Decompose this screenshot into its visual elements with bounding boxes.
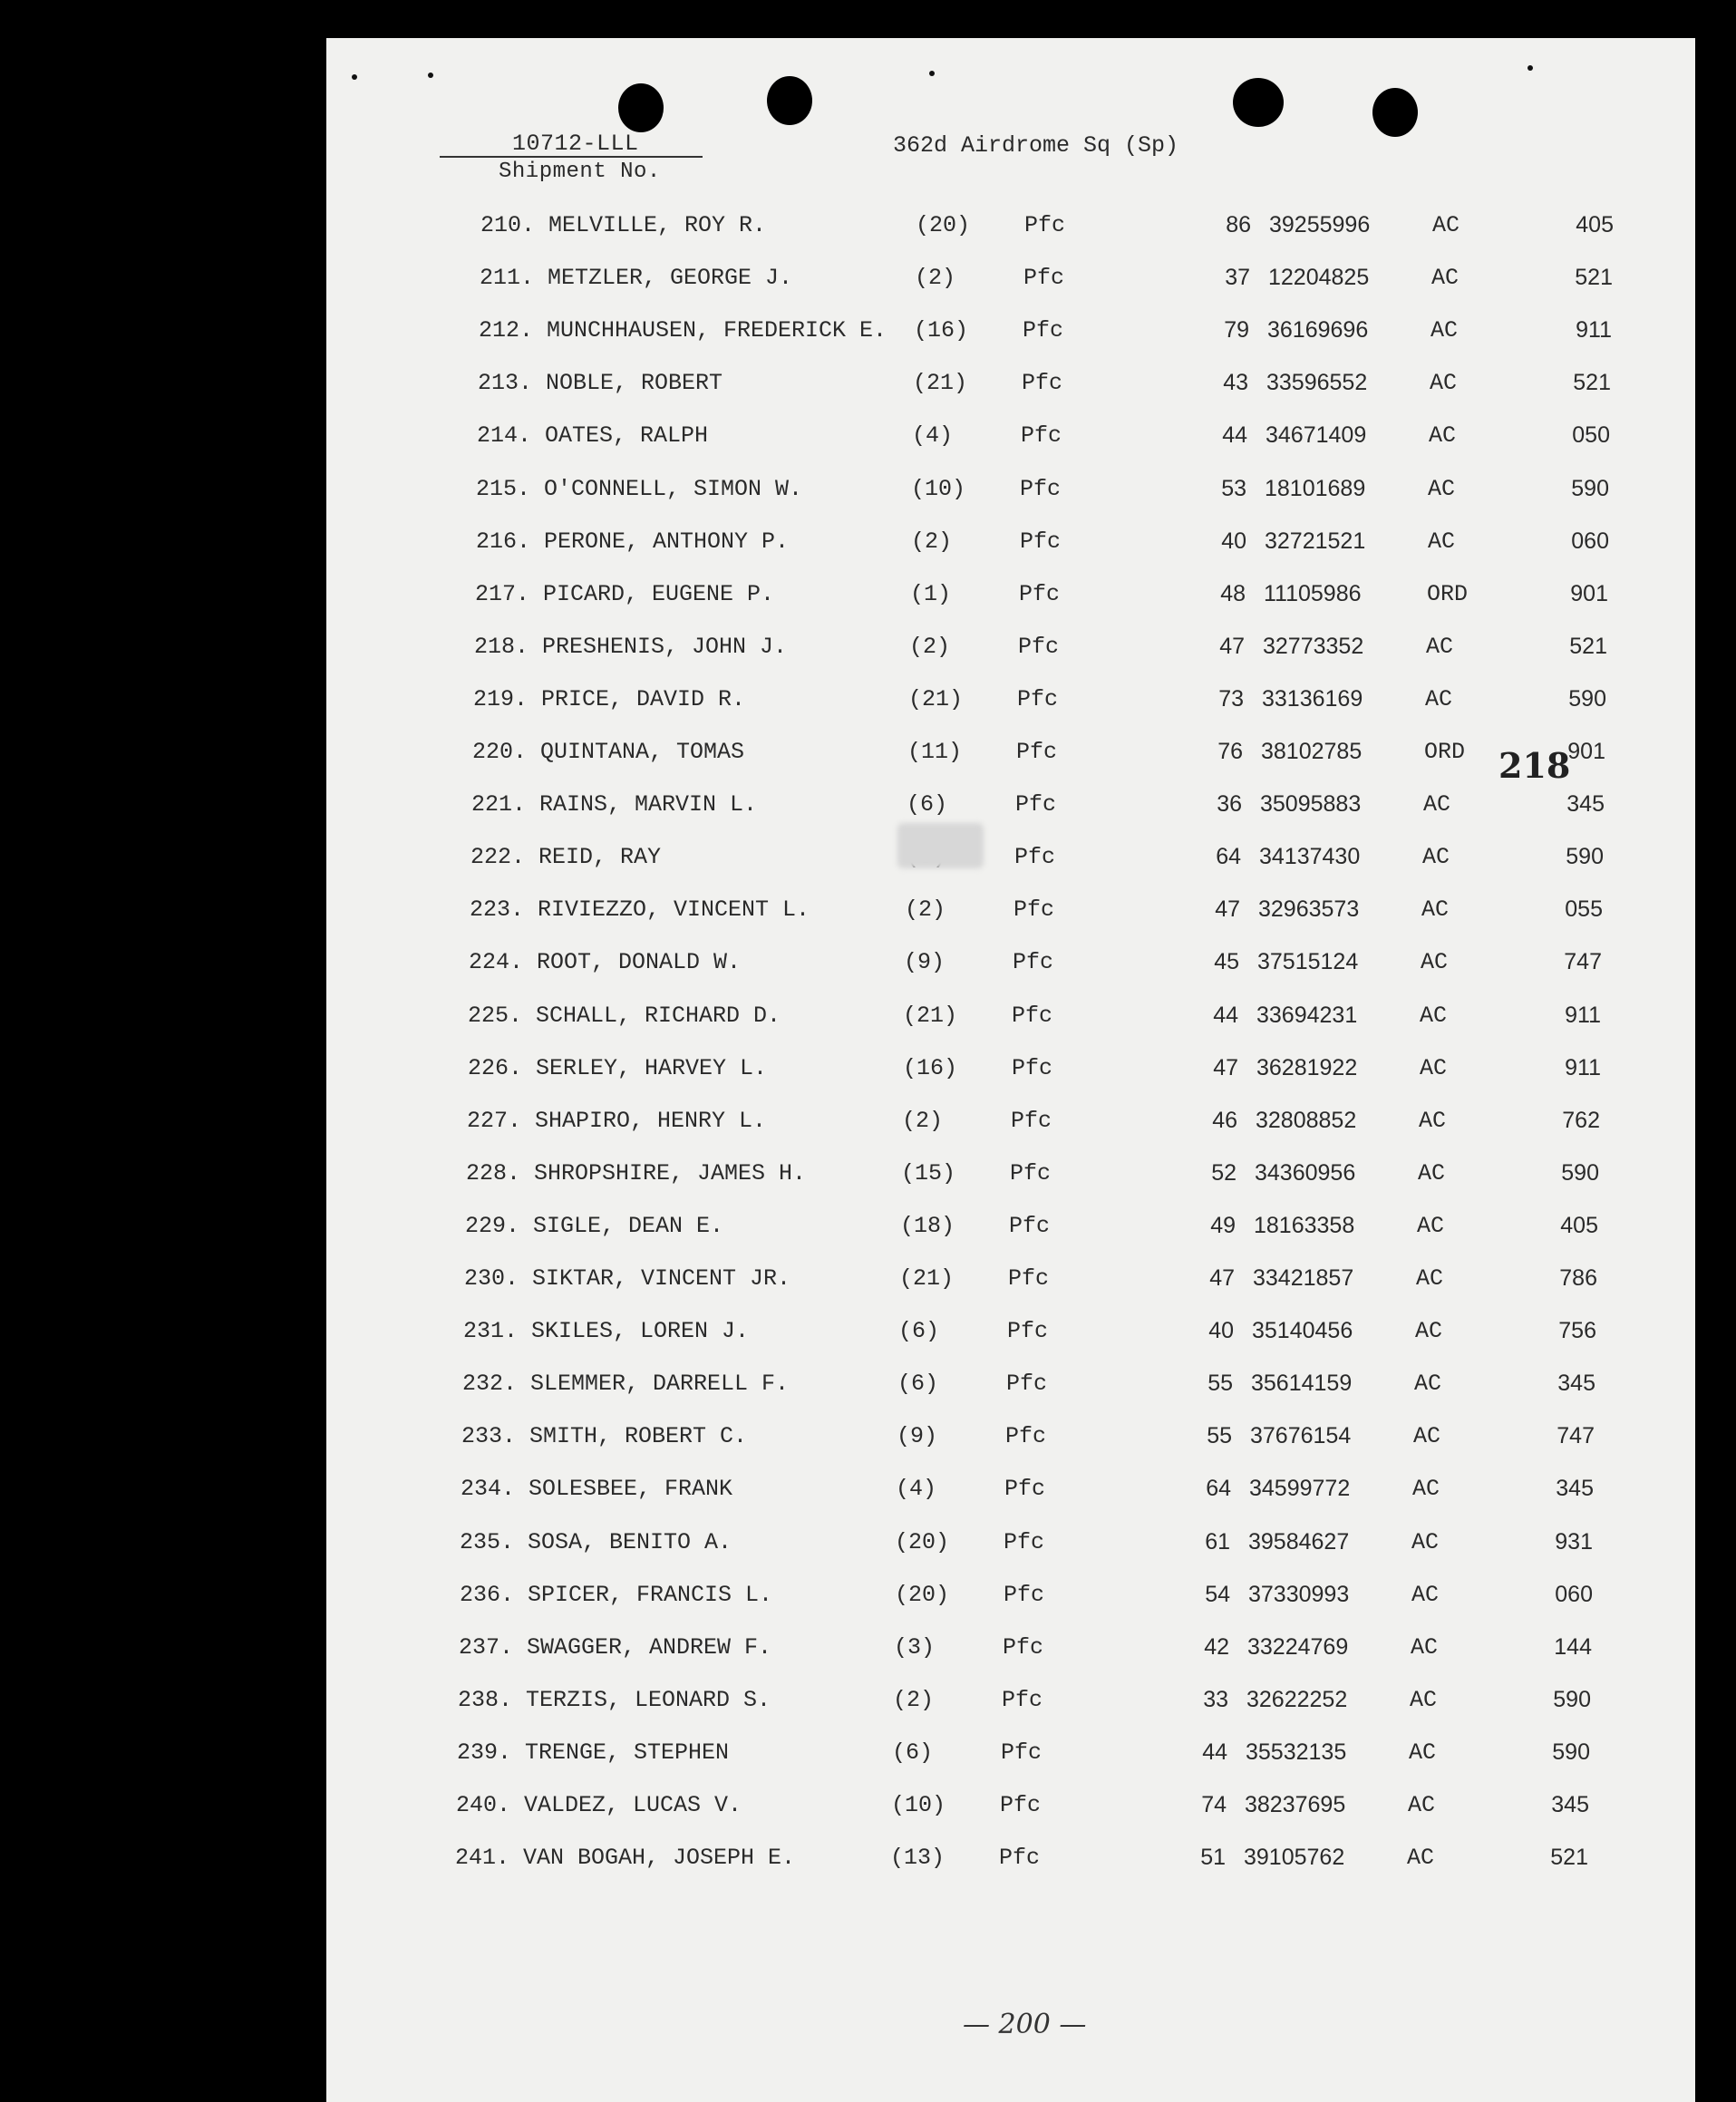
row-branch: AC [1431,317,1459,344]
row-number: 240. [455,1792,510,1818]
row-name: SWAGGER, ANDREW F. [527,1633,772,1661]
row-rank: Pfc [1000,1792,1042,1818]
row-count: (20) [895,1581,950,1608]
row-age: 48 [1220,580,1246,606]
row-rank: Pfc [1004,1476,1046,1503]
row-code: 747 [1557,1423,1595,1449]
row-age: 74 [1201,1792,1227,1817]
row-name: NOBLE, ROBERT [546,370,723,397]
row-branch: AC [1429,422,1457,450]
row-code: 901 [1570,580,1608,606]
row-code: 060 [1571,528,1609,554]
row-rank: Pfc [1003,1633,1044,1661]
row-branch: AC [1428,475,1456,502]
row-serial: 12204825 [1268,265,1370,291]
row-count: (20) [895,1528,950,1555]
row-age: 47 [1219,633,1245,659]
row-count: (2) [909,633,951,660]
row-name: SIGLE, DEAN E. [533,1212,724,1239]
row-age: 45 [1214,949,1239,975]
row-serial: 34671409 [1266,422,1367,449]
row-serial: 32721521 [1265,528,1366,554]
punch-hole [767,76,812,125]
row-serial: 32808852 [1256,1107,1357,1133]
row-number: 223. [469,896,524,924]
row-name: SIKTAR, VINCENT JR. [532,1265,791,1292]
row-age: 40 [1208,1318,1234,1344]
row-count: (10) [891,1792,946,1818]
row-rank: Pfc [1014,844,1056,871]
row-name: SPICER, FRANCIS L. [528,1581,773,1608]
row-count: (16) [914,317,969,344]
row-code: 911 [1565,1002,1601,1028]
row-serial: 36281922 [1256,1054,1358,1080]
row-serial: 39105762 [1244,1845,1345,1871]
row-rank: Pfc [1021,422,1062,450]
row-number: 217. [474,580,529,607]
row-serial: 38237695 [1245,1792,1346,1817]
row-number: 237. [458,1633,513,1661]
row-serial: 37515124 [1257,949,1359,975]
row-age: 55 [1207,1371,1233,1397]
row-code: 521 [1569,633,1607,659]
shipment-number: 10712-LLL [440,132,703,158]
row-name: TERZIS, LEONARD S. [526,1686,771,1713]
row-name: PICARD, EUGENE P. [543,580,775,607]
row-number: 239. [456,1739,511,1766]
row-branch: AC [1422,844,1450,871]
row-age: 54 [1205,1581,1230,1607]
row-rank: Pfc [1023,265,1065,292]
row-count: (1) [910,580,952,607]
row-branch: AC [1417,1212,1445,1239]
row-serial: 32622252 [1246,1686,1348,1712]
row-branch: AC [1414,1371,1442,1398]
row-age: 76 [1217,739,1243,764]
row-serial: 34360956 [1255,1159,1356,1186]
row-age: 55 [1207,1423,1232,1449]
row-branch: AC [1421,896,1450,924]
row-name: SERLEY, HARVEY L. [536,1054,768,1081]
row-number: 238. [457,1686,512,1713]
row-count: (9) [904,949,946,976]
row-code: 762 [1562,1107,1600,1133]
row-branch: AC [1415,1318,1443,1345]
row-code: 345 [1566,791,1605,818]
row-code: 345 [1551,1792,1589,1817]
row-rank: Pfc [1002,1686,1043,1713]
row-name: OATES, RALPH [545,422,709,450]
row-code: 590 [1571,475,1609,501]
row-serial: 32963573 [1258,896,1360,923]
row-code: 050 [1572,422,1610,449]
row-rank: Pfc [1018,633,1060,660]
row-branch: AC [1423,791,1451,819]
row-code: 521 [1575,265,1613,291]
row-serial: 35140456 [1252,1318,1353,1344]
row-name: O'CONNELL, SIMON W. [544,475,803,502]
row-age: 47 [1213,1054,1238,1080]
punch-hole [618,83,664,132]
row-name: VAN BOGAH, JOSEPH E. [523,1845,796,1872]
document-page [326,38,1695,2102]
row-rank: Pfc [1013,896,1055,924]
row-serial: 39584627 [1248,1528,1350,1555]
row-serial: 33136169 [1262,685,1363,712]
ink-speck [428,73,433,78]
row-age: 47 [1209,1265,1235,1291]
row-serial: 11105986 [1264,580,1362,606]
row-count: (6) [907,791,948,819]
row-number: 241. [454,1845,509,1872]
row-serial: 38102785 [1261,739,1363,764]
row-age: 86 [1226,212,1251,237]
row-rank: Pfc [1023,317,1064,344]
row-branch: AC [1425,685,1453,712]
row-name: ROOT, DONALD W. [537,949,742,976]
row-serial: 32773352 [1263,633,1364,659]
page-stamp: 218 [1498,745,1571,786]
row-serial: 35614159 [1251,1371,1353,1397]
row-age: 61 [1205,1528,1230,1555]
row-branch: AC [1419,1107,1447,1134]
row-number: 222. [470,844,525,871]
row-age: 64 [1206,1476,1231,1502]
row-name: PRICE, DAVID R. [541,685,746,712]
shipment-header [440,131,703,184]
row-rank: Pfc [1020,528,1062,555]
row-age: 47 [1215,896,1240,923]
row-branch: AC [1412,1476,1440,1503]
row-number: 221. [470,791,526,819]
row-branch: AC [1410,1686,1438,1713]
row-rank: Pfc [1007,1318,1049,1345]
row-number: 220. [471,739,527,765]
row-code: 590 [1553,1686,1591,1712]
row-rank: Pfc [1024,212,1066,238]
row-age: 46 [1212,1107,1237,1133]
row-serial: 33694231 [1256,1002,1358,1028]
row-number: 219. [472,685,528,712]
row-serial: 33224769 [1247,1633,1349,1660]
row-number: 236. [459,1581,514,1608]
row-name: SCHALL, RICHARD D. [536,1002,781,1029]
row-number: 232. [461,1371,517,1398]
row-code: 405 [1560,1212,1598,1238]
row-branch: AC [1411,1528,1440,1555]
row-branch: AC [1408,1792,1436,1818]
row-number: 235. [459,1528,514,1555]
row-rank: Pfc [1005,1423,1047,1450]
row-serial: 35532135 [1246,1739,1347,1765]
row-serial: 18163358 [1254,1212,1355,1238]
row-count: (21) [899,1265,955,1292]
row-age: 43 [1223,370,1248,396]
row-branch: ORD [1424,739,1466,765]
row-count: (2) [902,1107,944,1134]
row-rank: Pfc [1017,685,1059,712]
row-age: 51 [1200,1845,1226,1871]
row-count: (3) [894,1633,936,1661]
row-number: 228. [465,1159,520,1187]
row-code: 911 [1576,317,1612,344]
row-name: METZLER, GEORGE J. [548,265,793,292]
row-number: 227. [466,1107,521,1134]
punch-hole [1233,78,1284,127]
ink-speck [929,71,935,76]
ink-speck [1527,65,1533,71]
row-age: 44 [1202,1739,1227,1765]
row-code: 911 [1565,1054,1601,1080]
row-number: 225. [467,1002,522,1029]
row-rank: Pfc [1009,1212,1051,1239]
row-branch: AC [1420,1054,1448,1081]
row-rank: Pfc [1006,1371,1048,1398]
row-rank: Pfc [1022,370,1063,397]
row-age: 49 [1210,1212,1236,1238]
row-serial: 35095883 [1260,791,1362,818]
row-code: 144 [1554,1633,1592,1660]
row-count: (2) [911,528,953,555]
row-name: PRESHENIS, JOHN J. [542,633,788,660]
row-branch: AC [1411,1633,1439,1661]
row-branch: AC [1428,528,1456,555]
smudge-mark [897,823,984,868]
row-rank: Pfc [1008,1265,1050,1292]
row-name: SLEMMER, DARRELL F. [530,1371,790,1398]
row-name: PERONE, ANTHONY P. [544,528,790,555]
row-code: 756 [1558,1318,1596,1344]
row-serial: 37676154 [1250,1423,1352,1449]
row-code: 590 [1561,1159,1599,1186]
row-serial: 34137430 [1259,844,1361,870]
row-count: (21) [903,1002,958,1029]
row-name: REID, RAY [538,844,662,871]
unit-title: 362d Airdrome Sq (Sp) [893,132,1179,159]
row-code: 901 [1567,739,1605,764]
row-branch: AC [1426,633,1454,660]
row-serial: 33596552 [1266,370,1368,396]
row-number: 210. [480,212,535,238]
row-rank: Pfc [1020,475,1062,502]
row-rank: Pfc [1011,1107,1052,1134]
row-code: 405 [1576,212,1614,237]
row-count: (2) [915,265,956,292]
row-count: (6) [897,1371,939,1398]
row-number: 229. [464,1212,519,1239]
row-age: 79 [1224,317,1249,344]
row-name: QUINTANA, TOMAS [540,739,745,765]
row-count: (21) [913,370,968,397]
row-count: (6) [892,1739,934,1766]
row-count: (4) [896,1476,937,1503]
row-branch: AC [1407,1845,1435,1872]
row-name: MELVILLE, ROY R. [548,212,767,238]
row-name: TRENGE, STEPHEN [525,1739,730,1766]
row-count: (9) [897,1423,938,1450]
row-count: (6) [898,1318,940,1345]
row-count: (4) [912,422,954,450]
row-rank: Pfc [1013,949,1054,976]
row-rank: Pfc [1015,791,1057,819]
row-code: 521 [1550,1845,1588,1871]
row-number: 211. [479,265,534,292]
row-age: 37 [1225,265,1250,291]
row-branch: AC [1421,949,1449,976]
row-name: SMITH, ROBERT C. [529,1423,748,1450]
row-code: 786 [1559,1265,1597,1291]
row-name: SOLESBEE, FRANK [529,1476,733,1503]
row-number: 213. [477,370,532,397]
row-branch: AC [1420,1002,1448,1029]
row-count: (11) [907,739,963,765]
row-code: 345 [1557,1371,1595,1397]
row-rank: Pfc [999,1845,1041,1872]
row-code: 055 [1565,896,1603,923]
row-branch: AC [1431,265,1460,292]
row-code: 521 [1573,370,1611,396]
row-rank: Pfc [1016,739,1058,765]
row-count: (20) [916,212,971,238]
shipment-label: Shipment No. [499,160,661,184]
row-serial: 34599772 [1249,1476,1351,1502]
row-rank: Pfc [1004,1528,1045,1555]
row-age: 42 [1204,1633,1229,1660]
row-number: 231. [462,1318,518,1345]
row-code: 590 [1552,1739,1590,1765]
row-number: 224. [468,949,523,976]
row-serial: 39255996 [1269,212,1371,237]
row-branch: AC [1416,1265,1444,1292]
row-serial: 33421857 [1253,1265,1354,1291]
row-number: 216. [475,528,530,555]
row-rank: Pfc [1019,580,1061,607]
row-rank: Pfc [1004,1581,1045,1608]
punch-hole [1372,88,1418,137]
row-rank: Pfc [1001,1739,1043,1766]
row-age: 36 [1217,791,1242,818]
row-code: 590 [1566,844,1604,870]
row-rank: Pfc [1012,1002,1053,1029]
row-count: (18) [900,1212,955,1239]
row-number: 214. [476,422,531,450]
row-name: SOSA, BENITO A. [528,1528,732,1555]
row-code: 931 [1555,1528,1593,1555]
row-number: 218. [473,633,529,660]
row-age: 73 [1218,685,1244,712]
row-age: 53 [1221,475,1246,501]
row-count: (13) [890,1845,946,1872]
row-branch: AC [1411,1581,1440,1608]
row-number: 233. [461,1423,516,1450]
row-name: SHROPSHIRE, JAMES H. [534,1159,807,1187]
row-count: (10) [911,475,966,502]
row-count: (2) [905,896,946,924]
row-number: 230. [463,1265,519,1292]
row-name: VALDEZ, LUCAS V. [524,1792,742,1818]
row-branch: AC [1413,1423,1441,1450]
row-name: SHAPIRO, HENRY L. [535,1107,767,1134]
row-number: 212. [478,317,533,344]
page-footer: — 200 — [963,2009,1087,2040]
row-code: 345 [1556,1476,1594,1502]
row-age: 64 [1216,844,1241,870]
row-age: 44 [1222,422,1247,449]
row-name: RAINS, MARVIN L. [539,791,758,819]
row-name: SKILES, LOREN J. [531,1318,750,1345]
row-age: 44 [1213,1002,1238,1028]
row-branch: AC [1409,1739,1437,1766]
row-code: 747 [1564,949,1602,975]
row-number: 226. [467,1054,522,1081]
row-rank: Pfc [1010,1159,1052,1187]
row-serial: 36169696 [1267,317,1369,344]
row-branch: AC [1432,212,1460,238]
row-code: 590 [1568,685,1606,712]
row-code: 060 [1555,1581,1593,1607]
row-serial: 18101689 [1265,475,1366,501]
row-number: 234. [460,1476,515,1503]
row-age: 52 [1211,1159,1237,1186]
row-age: 40 [1221,528,1246,554]
row-name: RIVIEZZO, VINCENT L. [538,896,810,924]
row-count: (15) [901,1159,956,1187]
row-name: MUNCHHAUSEN, FREDERICK E. [547,317,887,344]
row-number: 215. [475,475,530,502]
row-branch: AC [1418,1159,1446,1187]
row-branch: AC [1430,370,1458,397]
row-count: (16) [903,1054,958,1081]
row-serial: 37330993 [1248,1581,1350,1607]
row-rank: Pfc [1012,1054,1053,1081]
row-branch: ORD [1427,580,1469,607]
row-age: 33 [1203,1686,1228,1712]
row-count: (21) [908,685,964,712]
ink-speck [352,74,357,80]
row-count: (2) [893,1686,935,1713]
